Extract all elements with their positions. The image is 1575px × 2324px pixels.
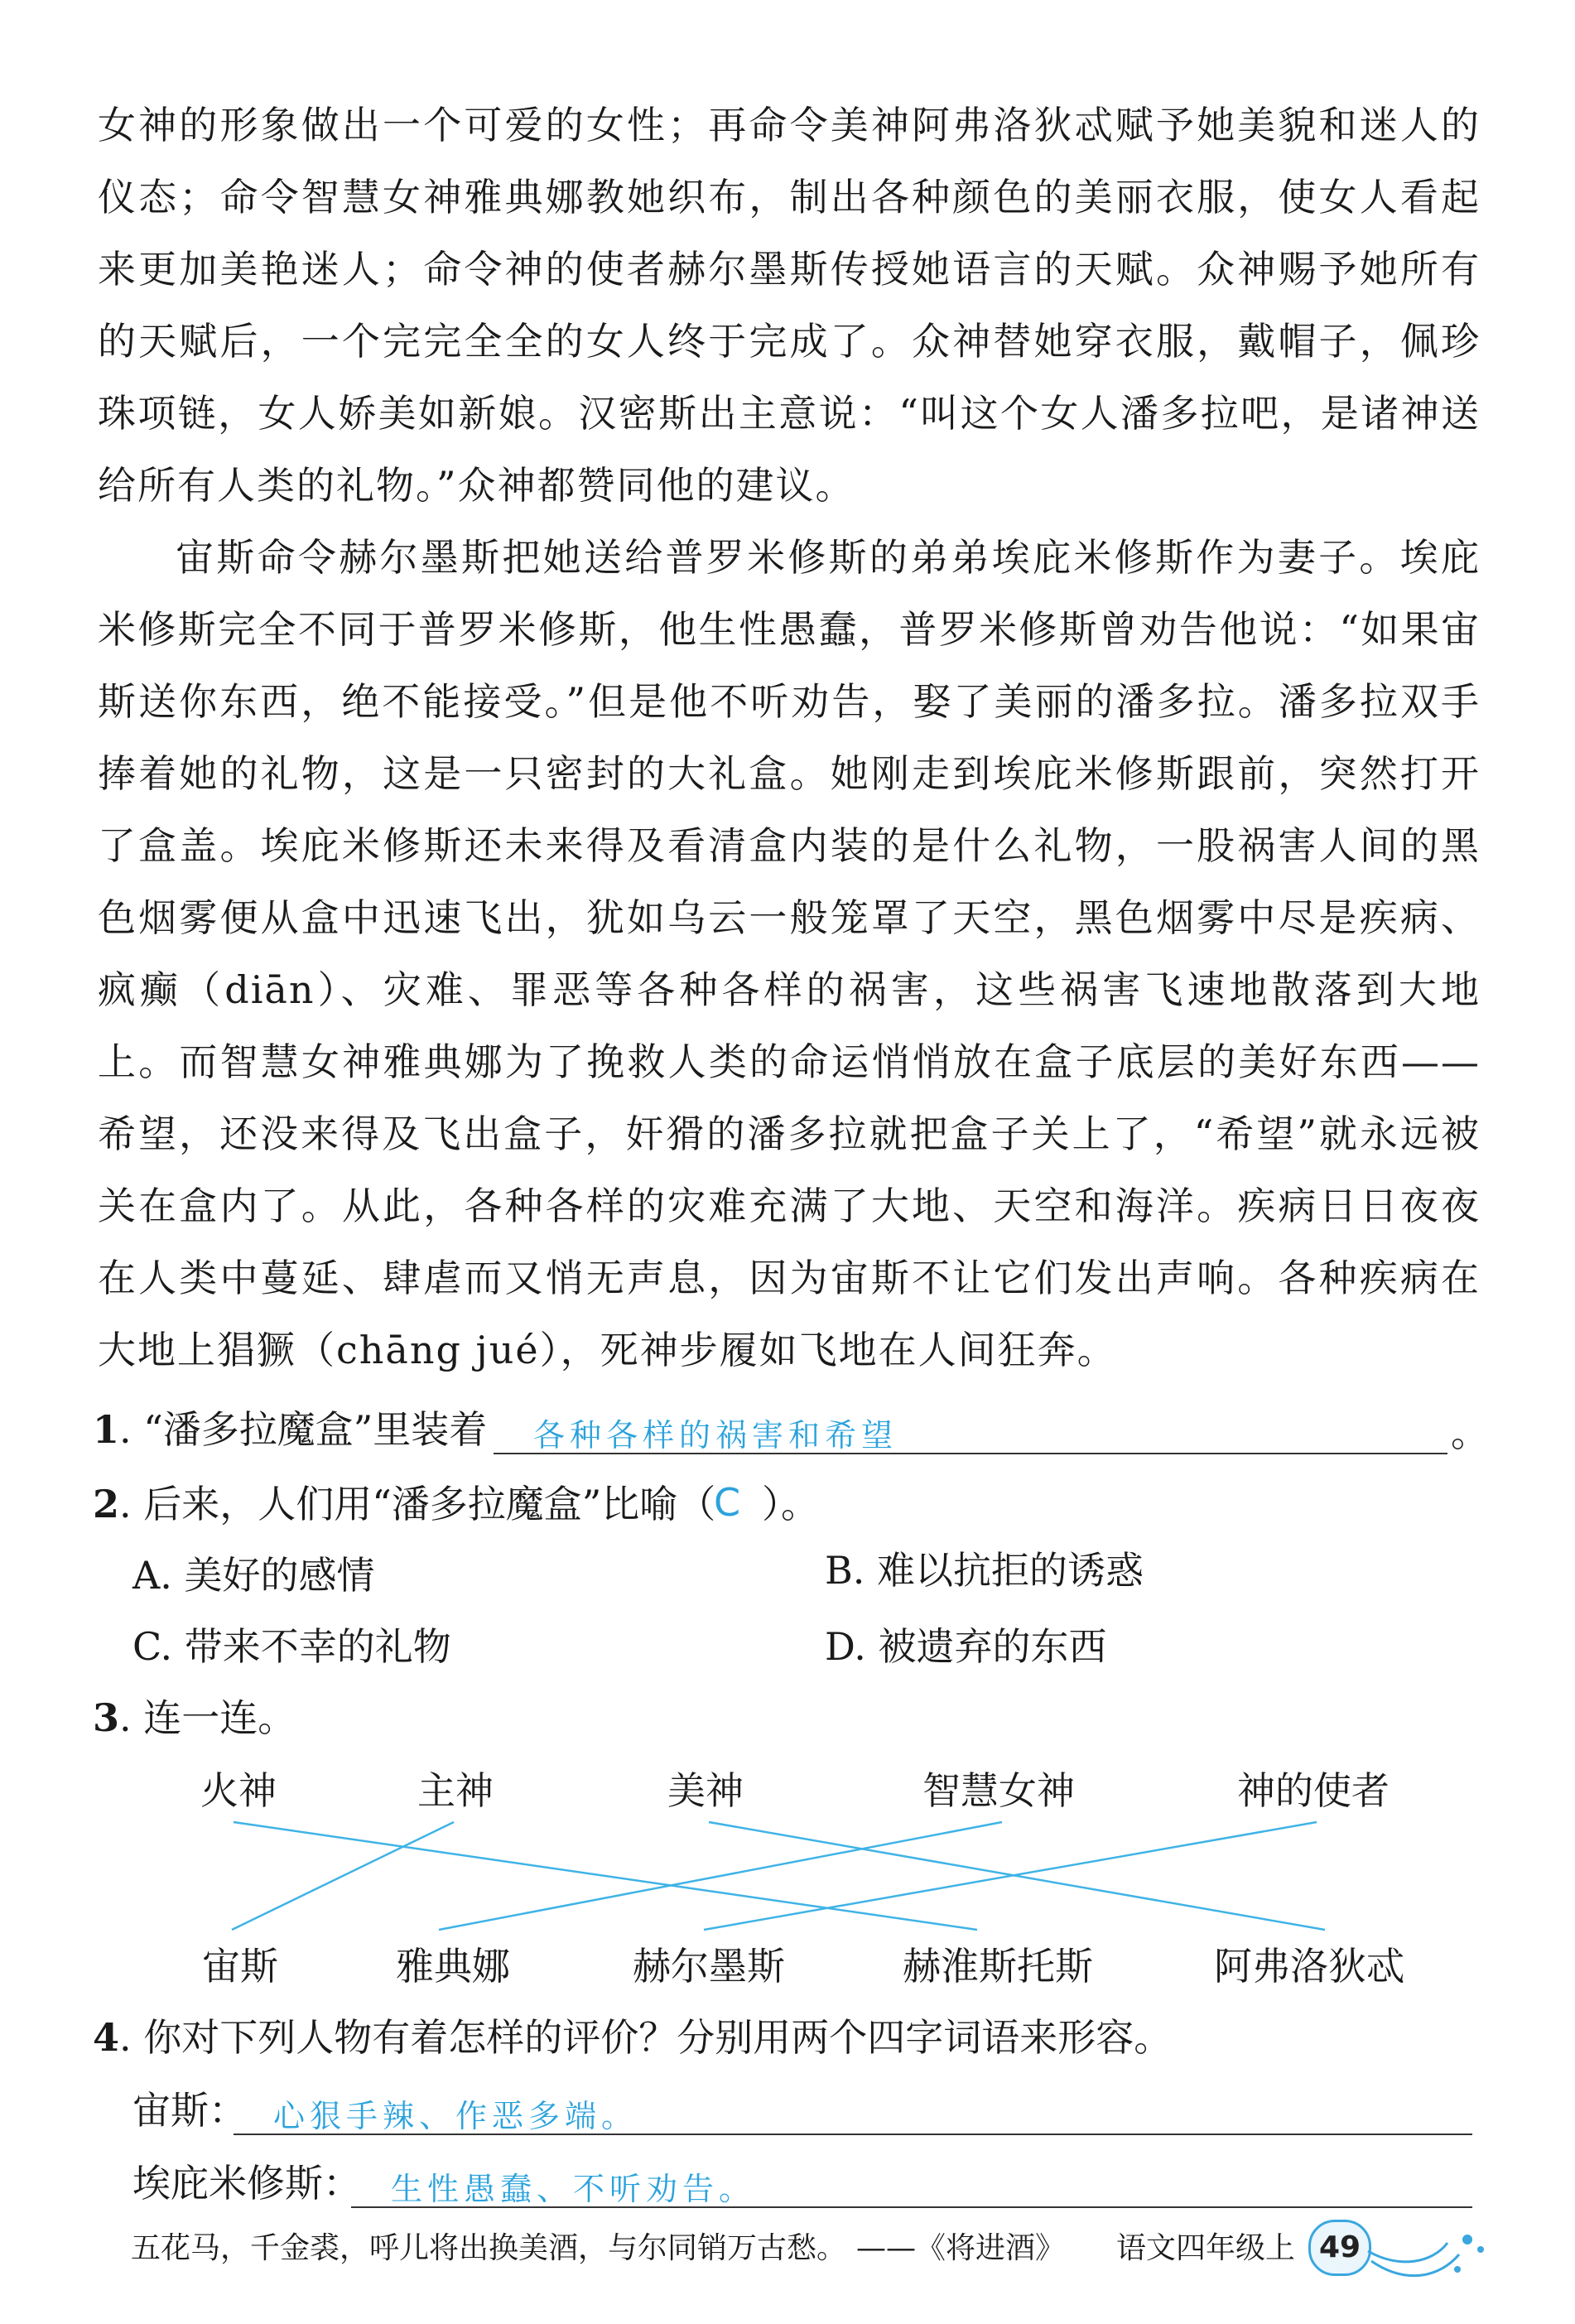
match-line-wisdom bbox=[439, 1822, 1002, 1930]
footer-book: 语文四年级上 bbox=[1116, 2231, 1296, 2265]
name-hephaestus[interactable]: 赫淮斯托斯 bbox=[903, 1944, 1093, 1989]
god-fire[interactable]: 火神 bbox=[200, 1768, 277, 1813]
zeus-label: 宙斯： bbox=[132, 2088, 247, 2133]
epimetheus-answer-line[interactable] bbox=[351, 2160, 1472, 2208]
question-1-end: 。 bbox=[1451, 1410, 1489, 1455]
god-messenger[interactable]: 神的使者 bbox=[1237, 1768, 1390, 1813]
question-3-text: . 连一连。 bbox=[119, 1695, 296, 1740]
passage-paragraph-2: 宙斯命令赫尔墨斯把她送给普罗米修斯的弟弟埃庇米修斯作为妻子。埃庇米修斯完全不同于普罗米修斯，他生性愚蠢，普罗米修斯曾劝告他说：“如果宙斯送你东西，绝不能接受。”但是他不听劝告，娶了美丽的潘多拉。潘多拉双手捧着她的礼物，这是一只密封的大礼盒。她刚走到埃庇米修斯跟前，突然打开了盒盖。埃庇米修斯还未来得及看清盒内装的是什么礼物，一股祸害人间的黑色烟雾便从盒中迅速飞出，犹如乌云一般笼罩了天空，黑色烟雾中尽是疾病、疯癫（diān）、灾难、罪恶等各种各样的祸害，这些祸害飞速地散落到大地上。而智慧女神雅典娜为了挽救人类的命运悄悄放在盒子底层的美好东西——希望，还没来得及飞出盒子，奸猾的潘多拉就把盒子关上了，“希望”就永远被关在盒内了。从此，各种各样的灾难充满了大地、天空和海洋。疾病日日夜夜在人类中蔓延、肆虐而又悄无声息，因为宙斯不让它们发出声响。各种疾病在大地上猖獗（chāng jué），死神步履如飞地在人间狂奔。 bbox=[98, 535, 1481, 1372]
question-2-text: . 后来，人们用“潘多拉魔盒”比喻（ bbox=[119, 1482, 716, 1526]
name-athena[interactable]: 雅典娜 bbox=[396, 1944, 510, 1989]
option-d: D. 被遗弃的东西 bbox=[825, 1624, 1107, 1669]
passage-paragraph-1: 女神的形象做出一个可爱的女性；再命令美神阿弗洛狄忒赋予她美貌和迷人的仪态；命令智慧女神雅典娜教她织布，制出各种颜色的美丽衣服，使女人看起来更加美艳迷人；命令神的使者赫尔墨斯传授她语言的天赋。众神赐予她所有的天赋后，一个完完全全的女人终于完成了。众神替她穿衣服，戴帽子，佩珍珠项链，女人娇美如新娘。汉密斯出主意说：“叫这个女人潘多拉吧，是诸神送给所有人类的礼物。”众神都赞同他的建议。 bbox=[98, 103, 1481, 508]
god-chief[interactable]: 主神 bbox=[417, 1768, 494, 1813]
question-3-number: 3 bbox=[93, 1695, 120, 1740]
question-1-answer: 各种各样的祸害和希望 bbox=[533, 1417, 898, 1454]
page-number: 49 bbox=[1308, 2220, 1371, 2276]
god-wisdom[interactable]: 智慧女神 bbox=[922, 1768, 1075, 1813]
question-2-number: 2 bbox=[93, 1482, 120, 1526]
name-hermes[interactable]: 赫尔墨斯 bbox=[633, 1944, 785, 1989]
question-1-number: 1 bbox=[93, 1407, 120, 1452]
option-c: C. 带来不幸的礼物 bbox=[132, 1624, 451, 1669]
question-2-answer[interactable]: C bbox=[714, 1480, 746, 1525]
name-aphrodite[interactable]: 阿弗洛狄忒 bbox=[1214, 1944, 1404, 1989]
epimetheus-label: 埃庇米修斯： bbox=[132, 2161, 361, 2206]
question-4-number: 4 bbox=[93, 2015, 120, 2060]
question-4-text: . 你对下列人物有着怎样的评价？分别用两个四字词语来形容。 bbox=[119, 2015, 1173, 2060]
epimetheus-answer: 生性愚蠢、不听劝告。 bbox=[391, 2171, 756, 2207]
question-4 bbox=[93, 2013, 1172, 2062]
question-1-text: . “潘多拉魔盒”里装着 bbox=[119, 1407, 488, 1452]
option-b: B. 难以抗拒的诱惑 bbox=[825, 1548, 1144, 1593]
god-beauty[interactable]: 美神 bbox=[667, 1768, 744, 1813]
option-a: A. 美好的感情 bbox=[132, 1553, 375, 1598]
footer-source: ——《将进酒》 bbox=[856, 2231, 1066, 2265]
name-zeus[interactable]: 宙斯 bbox=[202, 1944, 278, 1989]
zeus-answer: 心狠手辣、作恶多端。 bbox=[273, 2098, 638, 2134]
question-2-end: ）。 bbox=[762, 1482, 819, 1526]
footer-quote: 五花马，千金裘，呼儿将出换美酒，与尔同销万古愁。 bbox=[131, 2231, 847, 2265]
zeus-answer-line[interactable] bbox=[234, 2087, 1472, 2135]
